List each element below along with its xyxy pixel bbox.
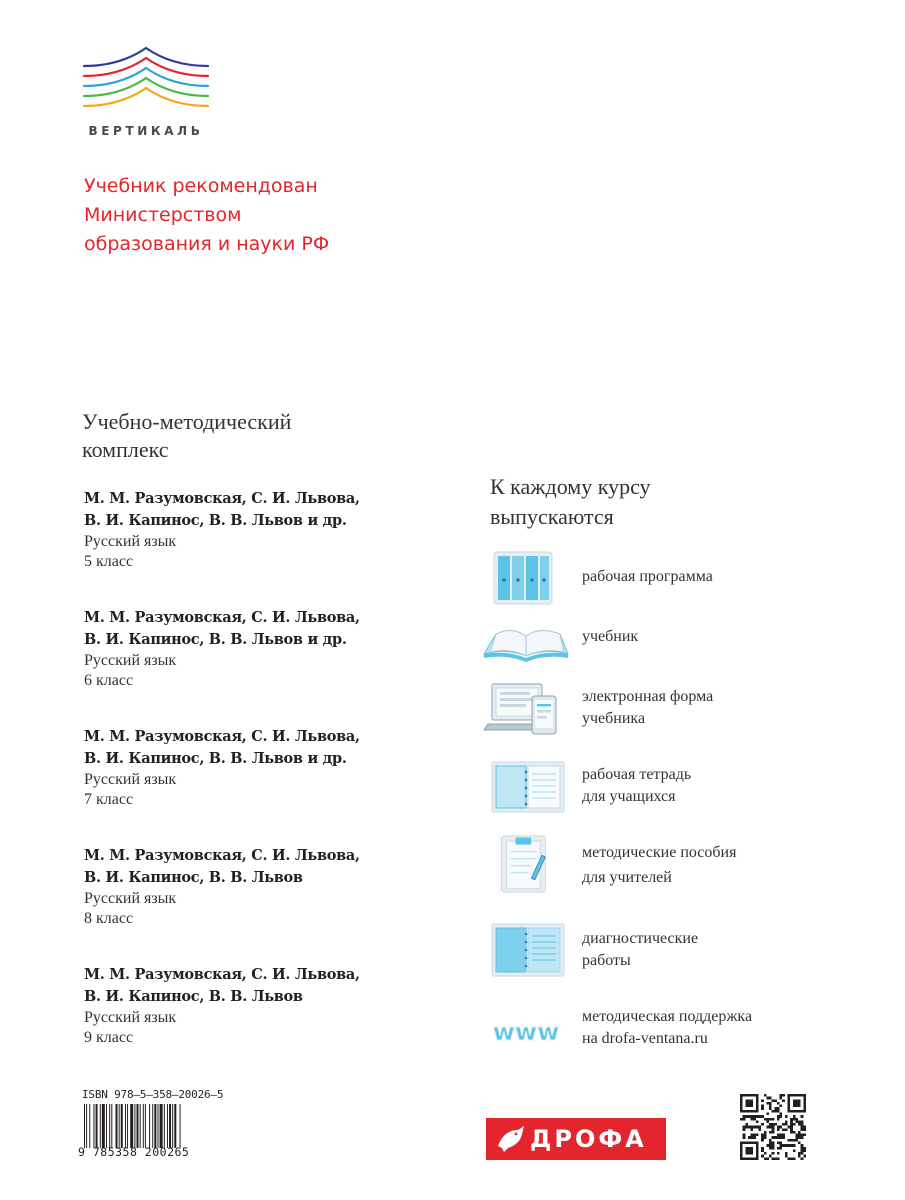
book-entry [84, 607, 424, 726]
umk-heading [82, 408, 422, 464]
book-authors: В. И. Капинос, В. В. Львов [84, 869, 303, 886]
workbook-icon [482, 758, 570, 818]
course-item-label: рабочая программа [582, 568, 713, 585]
book-subject: Русский язык [84, 1009, 177, 1026]
course-item-label: методическая поддержка [582, 1008, 753, 1025]
barcode-number: 9 785358 200265 [78, 1145, 190, 1159]
book-authors: М. М. Разумовская, С. И. Львова, [84, 609, 360, 626]
recommendation-line: Министерством [84, 204, 242, 226]
course-item [482, 680, 822, 740]
course-item-label: для учащихся [582, 788, 676, 805]
course-item [482, 834, 822, 894]
book-subject: Русский язык [84, 652, 177, 669]
course-item-label: на drofa-ventana.ru [582, 1030, 708, 1047]
isbn-label: ISBN 978–5–358–20026–5 [82, 1088, 224, 1101]
book-authors: М. М. Разумовская, С. И. Львова, [84, 490, 360, 507]
course-item-label: учебник [582, 628, 639, 645]
course-heading [490, 472, 830, 532]
book-authors: В. И. Капинос, В. В. Львов и др. [84, 512, 347, 529]
book-list [84, 488, 424, 1083]
bird-icon [494, 1122, 528, 1156]
book-grade: 5 класс [84, 553, 134, 570]
course-item-label: диагностические [582, 930, 699, 947]
book-subject: Русский язык [84, 771, 177, 788]
svg-text:www: www [492, 1018, 560, 1046]
open-book-icon [482, 614, 570, 674]
book-authors: М. М. Разумовская, С. И. Львова, [84, 728, 360, 745]
course-item-label: методические пособия [582, 844, 737, 861]
qr-code-icon [740, 1094, 806, 1160]
course-heading-line: выпускаются [490, 504, 614, 529]
umk-heading-line: комплекс [82, 437, 169, 462]
book-authors: М. М. Разумовская, С. И. Львова, [84, 847, 360, 864]
devices-icon [482, 680, 570, 740]
book-entry [84, 964, 424, 1083]
book-grade: 8 класс [84, 910, 134, 927]
logo-text: ВЕРТИКАЛЬ [88, 124, 204, 138]
course-item [482, 758, 822, 818]
publisher-name: ДРОФА [530, 1125, 647, 1153]
clipboard-icon [482, 834, 570, 894]
recommendation-text [84, 172, 444, 259]
course-item [482, 550, 822, 610]
book-entry [84, 726, 424, 845]
book-authors: В. И. Капинос, В. В. Львов [84, 988, 303, 1005]
course-item [482, 614, 822, 674]
book-grade: 7 класс [84, 791, 134, 808]
book-grade: 9 класс [84, 1029, 134, 1046]
recommendation-line: образования и науки РФ [84, 233, 330, 255]
book-entry [84, 488, 424, 607]
course-item-label: учебника [582, 710, 646, 727]
book-authors: М. М. Разумовская, С. И. Львова, [84, 966, 360, 983]
course-item-label: рабочая тетрадь [582, 766, 692, 783]
notebook-icon [482, 922, 570, 982]
book-authors: В. И. Капинос, В. В. Львов и др. [84, 750, 347, 767]
course-item-label: для учителей [582, 869, 672, 886]
www-icon [482, 1004, 570, 1064]
binders-icon [482, 550, 570, 610]
course-item [482, 1004, 822, 1064]
book-authors: В. И. Капинос, В. В. Львов и др. [84, 631, 347, 648]
recommendation-line: Учебник рекомендован [84, 175, 318, 197]
course-item-label: работы [582, 952, 631, 969]
book-subject: Русский язык [84, 890, 177, 907]
course-item-label: электронная форма [582, 688, 714, 705]
book-entry [84, 845, 424, 964]
course-heading-line: К каждому курсу [490, 474, 651, 499]
book-subject: Русский язык [84, 533, 177, 550]
book-grade: 6 класс [84, 672, 134, 689]
umk-heading-line: Учебно-методический [82, 409, 292, 434]
course-item [482, 922, 822, 982]
